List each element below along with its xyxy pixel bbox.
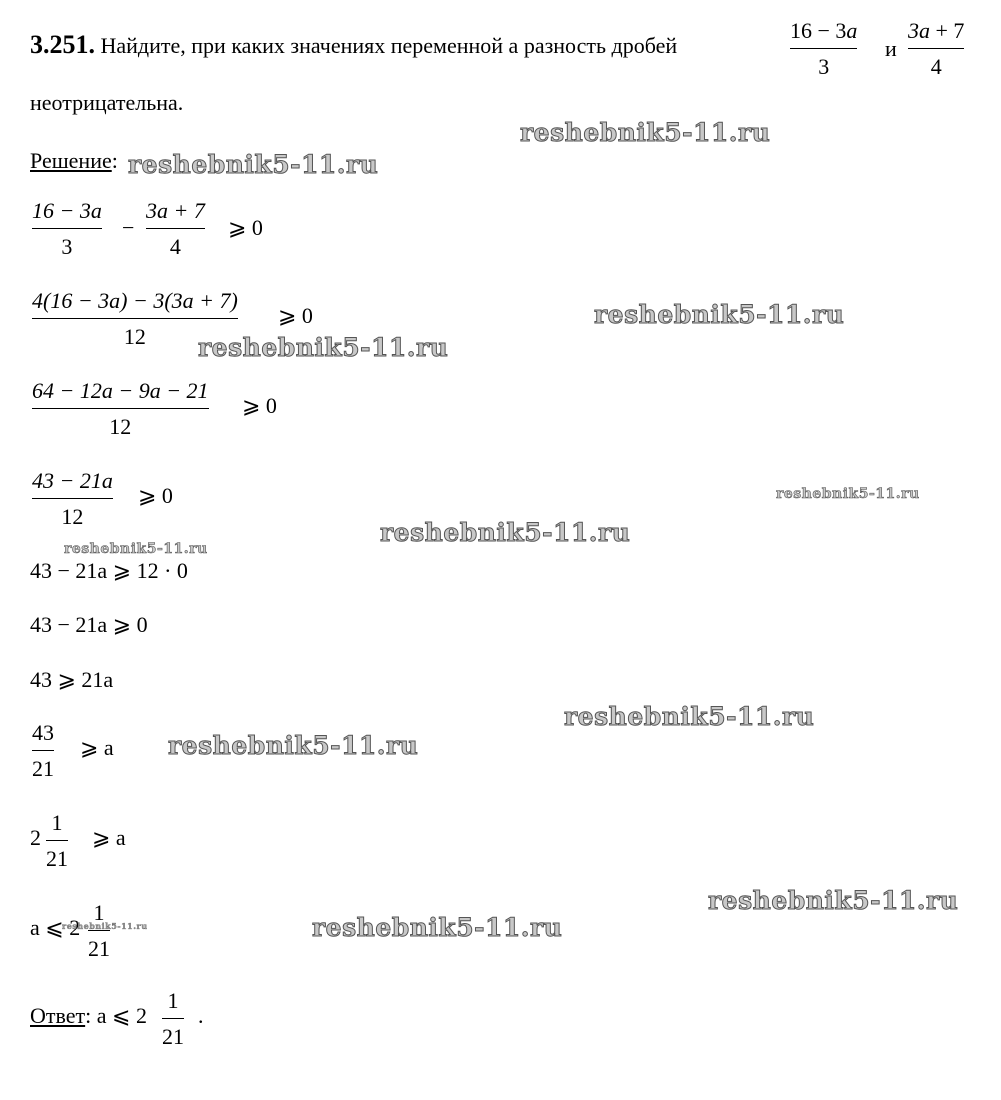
step2-fraction: 4(16 − 3a) − 3(3a + 7) 12 xyxy=(32,288,238,349)
step10-fraction: 1 21 xyxy=(88,900,110,961)
watermark: reshebnik5-11.ru xyxy=(168,731,419,760)
step8-relation: ⩾ a xyxy=(80,735,114,760)
step5: 43 − 21a ⩾ 12 · 0 xyxy=(30,558,188,583)
problem-text: Найдите, при каких значениях переменной a разность дробей xyxy=(100,33,678,58)
solution-heading: Решение: xyxy=(30,148,118,173)
answer-lhs: Ответ: a ⩽ 2 xyxy=(30,1003,147,1028)
watermark: reshebnik5-11.ru xyxy=(380,518,631,547)
step9-relation: ⩾ a xyxy=(92,825,126,850)
watermark: reshebnik5-11.ru xyxy=(312,913,563,942)
step3-relation: ⩾ 0 xyxy=(242,393,277,418)
watermark: reshebnik5-11.ru xyxy=(594,300,845,329)
step2-relation: ⩾ 0 xyxy=(278,303,313,328)
answer-label: Ответ xyxy=(30,1003,86,1028)
watermark: reshebnik5-11.ru xyxy=(128,150,379,179)
problem-fraction-1: 16 − 3a 3 xyxy=(790,18,858,79)
answer-period: . xyxy=(198,1003,204,1028)
watermark: reshebnik5-11.ru xyxy=(708,886,959,915)
step9-whole: 2 xyxy=(30,825,41,850)
step8-fraction: 43 21 xyxy=(32,720,54,781)
problem-line-2: неотрицательна. xyxy=(30,90,184,115)
watermark: reshebnik5-11.ru xyxy=(520,118,771,147)
step7: 43 ⩾ 21a xyxy=(30,667,114,692)
problem-conjunction: и xyxy=(885,36,897,61)
step3-fraction: 64 − 12a − 9a − 21 12 xyxy=(32,378,209,439)
step4-relation: ⩾ 0 xyxy=(138,483,173,508)
step6: 43 − 21a ⩾ 0 xyxy=(30,612,148,637)
watermark: reshebnik5-11.ru xyxy=(62,921,148,931)
step1-relation: ⩾ 0 xyxy=(228,215,263,240)
step1-fraction-2: 3a + 7 4 xyxy=(146,198,205,259)
step1-minus: − xyxy=(122,215,135,240)
answer-fraction: 1 21 xyxy=(162,988,184,1049)
watermark: reshebnik5-11.ru xyxy=(776,486,920,502)
step10-lhs: a ⩽ 2 xyxy=(30,915,81,940)
watermark: reshebnik5-11.ru xyxy=(64,541,208,557)
step1-fraction-1: 16 − 3a 3 xyxy=(32,198,102,259)
watermark: reshebnik5-11.ru xyxy=(564,702,815,731)
step9-fraction: 1 21 xyxy=(46,810,68,871)
step4-fraction: 43 − 21a 12 xyxy=(32,468,113,529)
problem-number: 3.251. xyxy=(30,30,95,59)
solution-label: Решение xyxy=(30,148,112,173)
watermark: reshebnik5-11.ru xyxy=(198,333,449,362)
problem-fraction-2: 3a + 7 4 xyxy=(908,18,965,79)
problem-statement xyxy=(30,30,677,60)
